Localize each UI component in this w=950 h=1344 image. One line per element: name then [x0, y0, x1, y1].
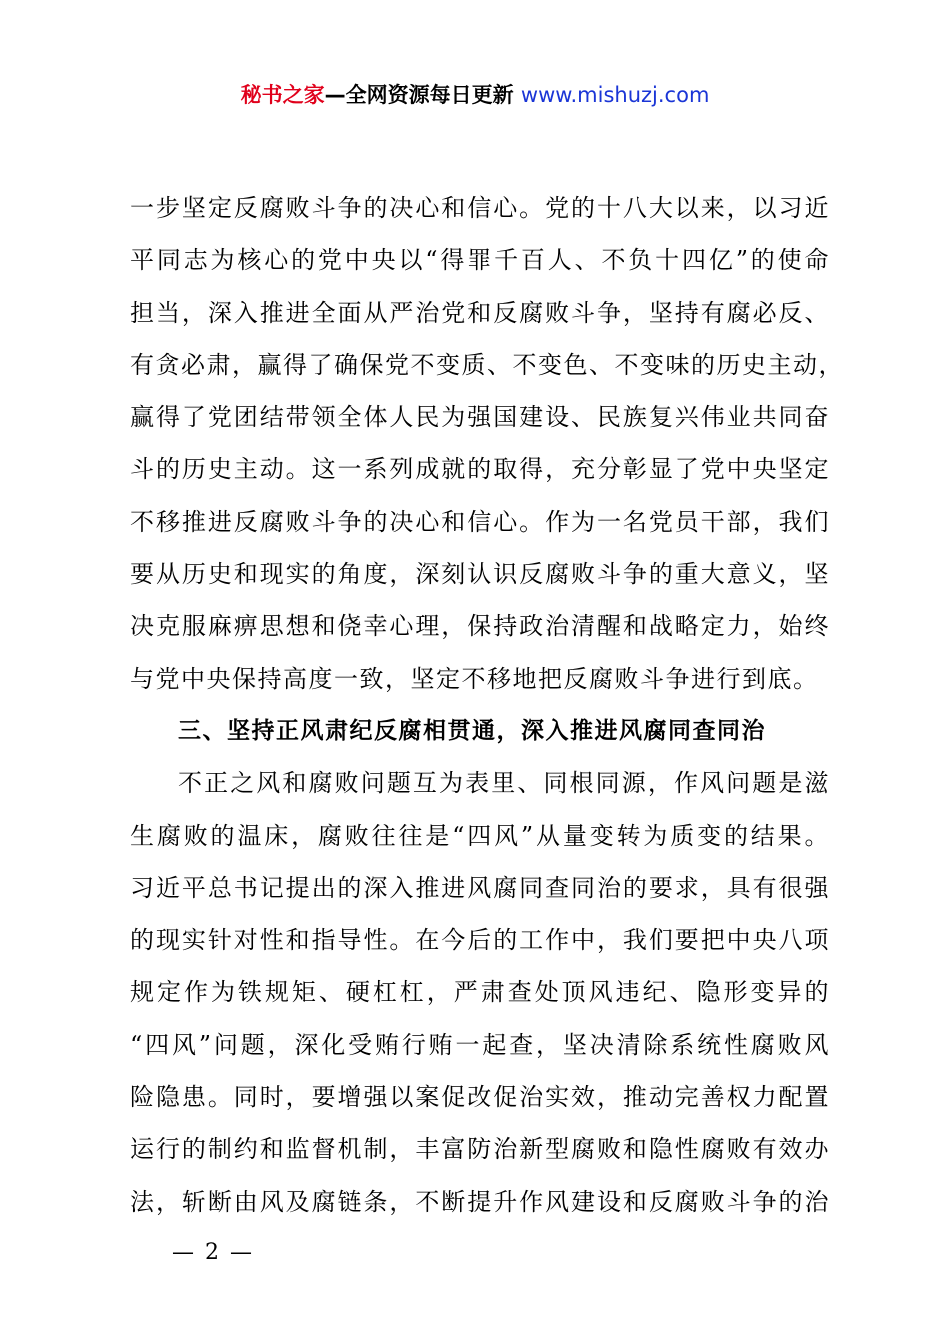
text-line: 运行的制约和监督机制，丰富防治新型腐败和隐性腐败有效办	[130, 1135, 830, 1164]
text-line: 赢得了党团结带领全体人民为强国建设、民族复兴伟业共同奋	[130, 403, 830, 432]
site-header	[0, 80, 950, 110]
text-line: 斗的历史主动。这一系列成就的取得，充分彰显了党中央坚定	[130, 455, 830, 484]
text-line: 平同志为核心的党中央以“得罪千百人、不负十四亿”的使命	[130, 246, 830, 275]
text-line: 险隐患。同时，要增强以案促改促治实效，推动完善权力配置	[130, 1083, 830, 1112]
header-tagline: 全网资源每日更新	[345, 83, 521, 107]
text-line: 有贪必肃，赢得了确保党不变质、不变色、不变味的历史主动，	[130, 350, 844, 379]
text-line: 与党中央保持高度一致，坚定不移地把反腐败斗争进行到底。	[130, 664, 819, 693]
text-line: 规定作为铁规矩、硬杠杠，严肃查处顶风违纪、隐形变异的	[130, 978, 830, 1007]
text-line: 生腐败的温床，腐败往往是“四风”从量变转为质变的结果。	[130, 821, 830, 850]
brand-name: 秘书之家	[240, 83, 325, 107]
header-separator: —	[324, 83, 346, 107]
section-heading: 三、坚持正风肃纪反腐相贯通，深入推进风腐同查同治	[178, 717, 766, 744]
document-body	[130, 182, 844, 1228]
text-line: 不正之风和腐败问题互为表里、同根同源，作风问题是滋	[178, 769, 830, 798]
site-url-link[interactable]: www.mishuzj.com	[520, 83, 710, 107]
text-line: 一步坚定反腐败斗争的决心和信心。党的十八大以来，以习近	[130, 194, 830, 222]
text-line: 不移推进反腐败斗争的决心和信心。作为一名党员干部，我们	[130, 507, 830, 536]
text-line: 法，斩断由风及腐链条，不断提升作风建设和反腐败斗争的治	[130, 1187, 830, 1216]
text-line: 要从历史和现实的角度，深刻认识反腐败斗争的重大意义，坚	[130, 560, 830, 589]
text-line: 的现实针对性和指导性。在今后的工作中，我们要把中央八项	[130, 926, 830, 955]
text-line: 担当，深入推进全面从严治党和反腐败斗争，坚持有腐必反、	[130, 298, 830, 327]
page-number: — 2 —	[172, 1240, 254, 1265]
text-line: 习近平总书记提出的深入推进风腐同查同治的要求，具有很强	[130, 873, 830, 902]
text-line: “四风”问题，深化受贿行贿一起查，坚决清除系统性腐败风	[130, 1030, 830, 1059]
text-line: 决克服麻痹思想和侥幸心理，保持政治清醒和战略定力，始终	[130, 612, 830, 641]
